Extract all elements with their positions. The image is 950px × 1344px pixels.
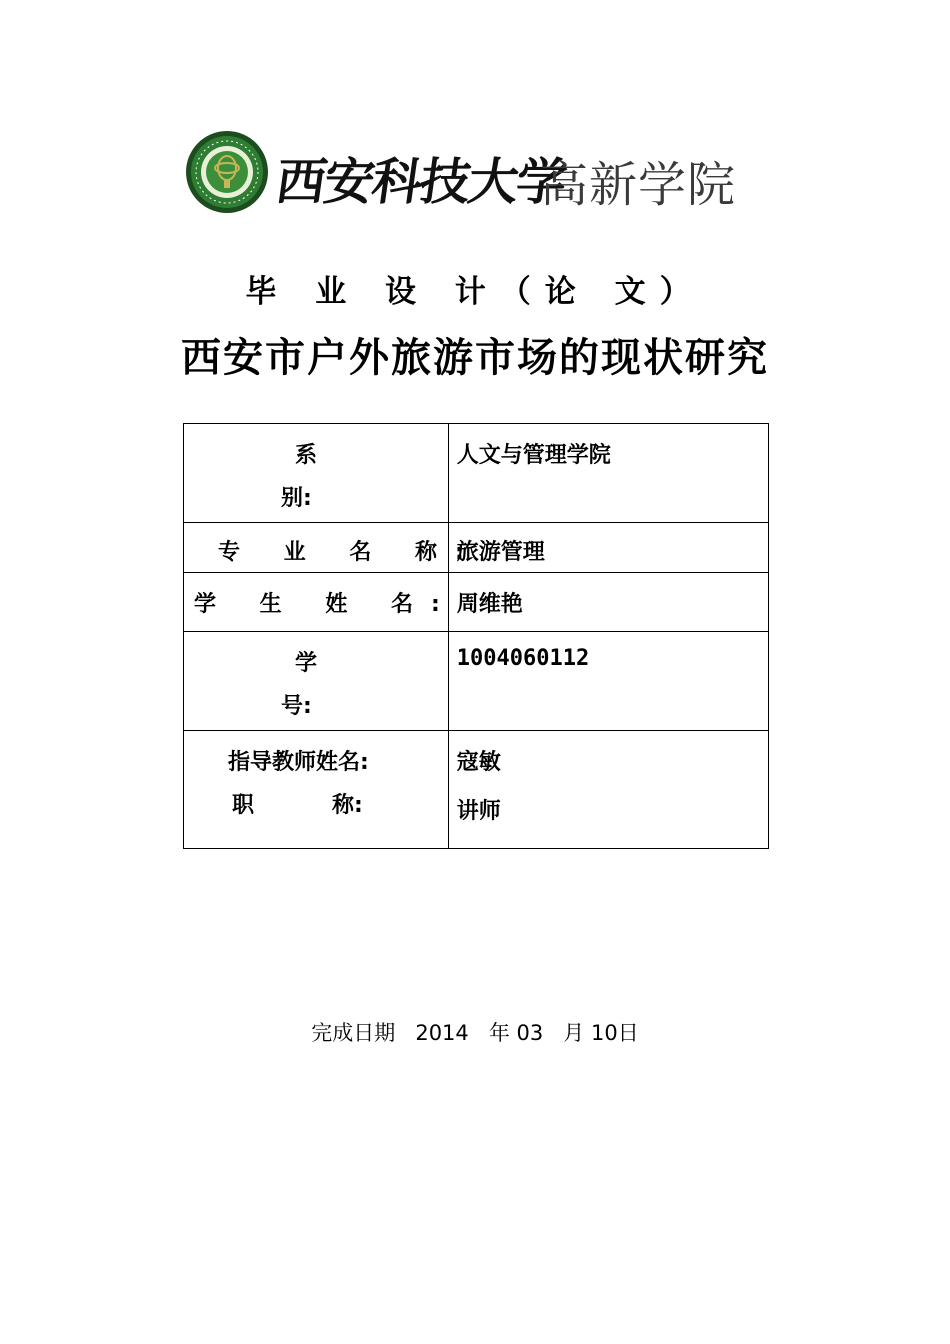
- advisor-title-value: 讲师: [456, 799, 501, 824]
- university-seal-icon: [185, 130, 269, 214]
- completion-day: 10: [590, 1021, 618, 1045]
- department-label-top: 系: [295, 443, 318, 468]
- student-name-value: 周维艳: [456, 592, 523, 617]
- major-label-cell: [184, 523, 482, 573]
- completion-day-unit: 日: [617, 1021, 639, 1045]
- student-label-cell: [184, 573, 458, 632]
- major-label: 专 业 名 称:: [218, 540, 482, 565]
- major-value-cell: [448, 523, 768, 573]
- college-name: 高新学院: [540, 157, 737, 213]
- table-row-student: [184, 573, 769, 632]
- id-label-cell: [184, 632, 449, 731]
- advisor-label-cell: [184, 731, 449, 849]
- table-row-student-id: [184, 632, 769, 731]
- university-logo-header: [185, 130, 745, 220]
- student-id-label-bottom: 号:: [281, 694, 312, 719]
- document-type-heading: 毕 业 设 计（论 文）: [245, 274, 705, 310]
- table-row-department: [184, 424, 769, 523]
- thesis-title: 西安市户外旅游市场的现状研究: [181, 334, 769, 381]
- department-label-cell: [184, 424, 449, 523]
- completion-date-label: 完成日期: [311, 1021, 396, 1045]
- advisor-title-label-right: 称:: [332, 793, 363, 818]
- department-label-bottom: 别:: [281, 486, 312, 511]
- advisor-name-value: 寇敏: [456, 750, 501, 775]
- major-value: 旅游管理: [456, 540, 545, 565]
- student-id-label-top: 学: [295, 651, 318, 676]
- department-value: 人文与管理学院: [456, 443, 611, 468]
- student-info-table: [183, 423, 769, 849]
- table-row-major: [184, 523, 769, 573]
- student-value-cell: [448, 573, 768, 632]
- table-row-advisor: [184, 731, 769, 849]
- completion-year: 2014: [415, 1021, 469, 1045]
- student-id-value: 1004060112: [456, 646, 590, 671]
- completion-month: 03: [516, 1021, 544, 1045]
- advisor-value-cell: [448, 731, 768, 849]
- completion-date: [0, 1017, 950, 1047]
- advisor-name-label: 指导教师姓名:: [228, 750, 369, 775]
- student-name-label: 学 生 姓 名:: [194, 592, 458, 617]
- completion-year-unit: 年: [488, 1021, 510, 1045]
- advisor-title-label-left: 职: [232, 793, 255, 818]
- university-name-calligraphy: 西安科技大学: [272, 152, 569, 211]
- completion-month-unit: 月: [563, 1021, 585, 1045]
